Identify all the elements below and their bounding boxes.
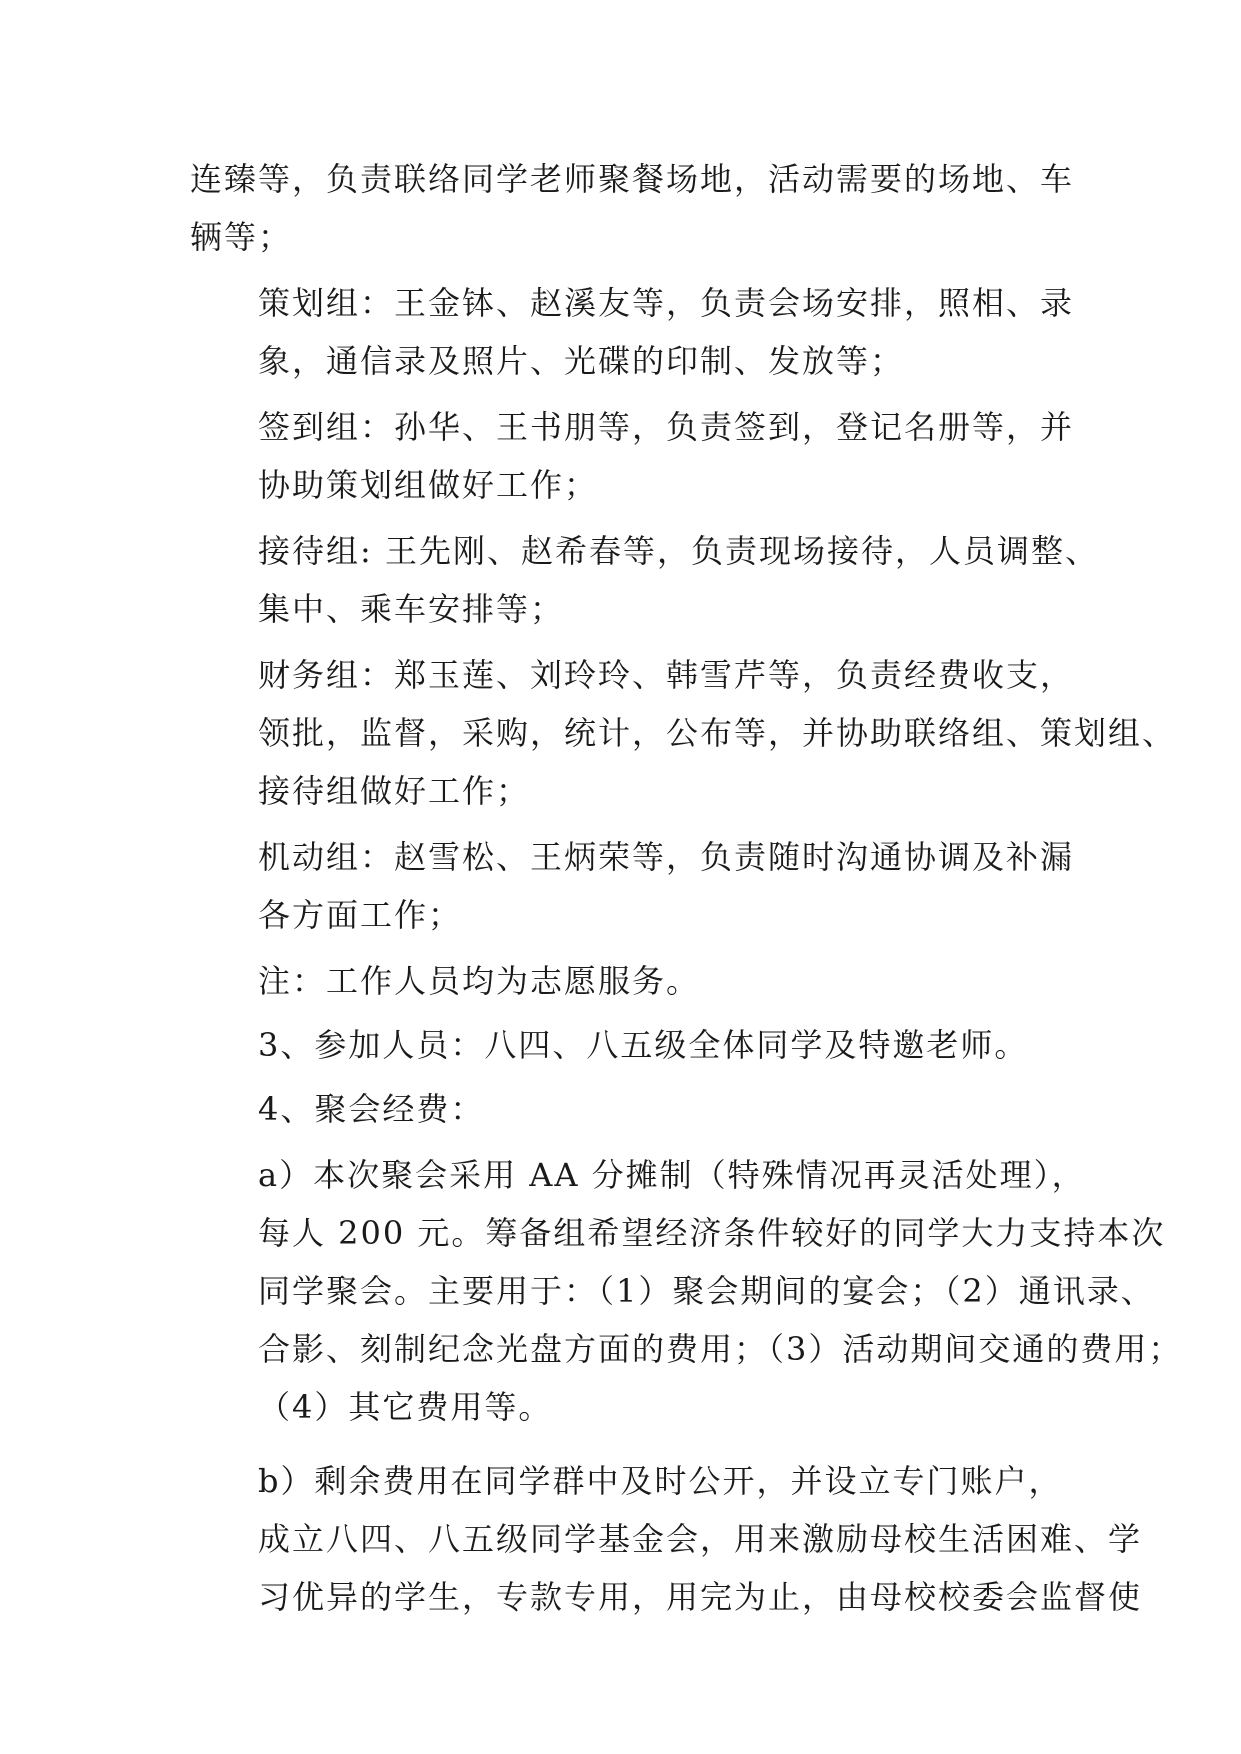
text-line: 接待组做好工作； — [258, 772, 531, 810]
paragraph — [190, 522, 1099, 638]
text-line: 连臻等，负责联络同学老师聚餐场地，活动需要的场地、车 — [190, 160, 1075, 198]
text-line: 注：工作人员均为志愿服务。 — [258, 962, 701, 1000]
text-line: 策划组：王金钵、赵溪友等，负责会场安排，照相、录 — [258, 284, 1075, 322]
paragraph — [190, 1452, 1143, 1626]
document-body — [190, 150, 1183, 1626]
text-line: b）剩余费用在同学群中及时公开，并设立专门账户， — [258, 1462, 1063, 1500]
text-line: 协助策划组做好工作； — [258, 466, 599, 504]
text-line: 象，通信录及照片、光碟的印制、发放等； — [258, 342, 905, 380]
text-line: （4）其它费用等。 — [258, 1388, 553, 1426]
text-line: 同学聚会。主要用于：（1）聚会期间的宴会；（2）通讯录、 — [258, 1272, 1155, 1310]
paragraph — [190, 646, 1177, 820]
text-line: a）本次聚会采用 AA 分摊制（特殊情况再灵活处理）， — [258, 1156, 1086, 1194]
text-line: 各方面工作； — [258, 896, 463, 934]
paragraph — [190, 828, 1075, 944]
paragraph — [190, 952, 1070, 1010]
paragraph — [190, 1146, 1183, 1436]
paragraph — [190, 1080, 1070, 1138]
paragraph — [190, 274, 1075, 390]
text-line: 习优异的学生，专款专用，用完为止，由母校校委会监督使 — [258, 1578, 1143, 1616]
text-line: 机动组：赵雪松、王炳荣等，负责随时沟通协调及补漏 — [258, 838, 1075, 876]
text-line: 接待组: 王先刚、赵希春等，负责现场接待，人员调整、 — [258, 532, 1099, 570]
text-line: 财务组：郑玉莲、刘玲玲、韩雪芹等，负责经费收支， — [258, 656, 1075, 694]
text-line: 辆等； — [190, 218, 293, 256]
text-line: 每人 200 元。筹备组希望经济条件较好的同学大力支持本次 — [258, 1214, 1166, 1252]
text-line: 合影、刻制纪念光盘方面的费用；（3）活动期间交通的费用； — [258, 1330, 1183, 1368]
text-line: 签到组：孙华、王书朋等，负责签到，登记名册等，并 — [258, 408, 1075, 446]
text-line: 4、聚会经费： — [258, 1090, 485, 1128]
paragraph — [190, 150, 1075, 266]
paragraph — [190, 398, 1075, 514]
text-line: 3、参加人员：八四、八五级全体同学及特邀老师。 — [258, 1026, 1029, 1064]
text-line: 领批，监督，采购，统计，公布等，并协助联络组、策划组、 — [258, 714, 1177, 752]
text-line: 集中、乘车安排等； — [258, 590, 565, 628]
paragraph — [190, 1016, 1070, 1074]
text-line: 成立八四、八五级同学基金会，用来激励母校生活困难、学 — [258, 1520, 1143, 1558]
